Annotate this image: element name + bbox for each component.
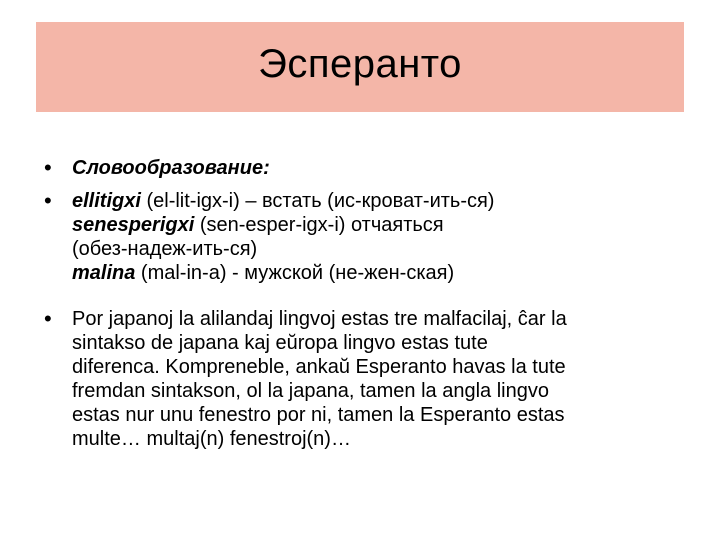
paragraph-line: diferenca. Kompreneble, ankaŭ Esperanto havas la tute	[72, 356, 566, 378]
paragraph-line: fremdan sintakson, ol la japana, tamen la angla lingvo	[72, 380, 549, 402]
bullet-marker: •	[44, 188, 52, 213]
bullet-examples	[44, 189, 684, 285]
example-gloss: (mal-in-a) - мужской (не-жен-ская)	[135, 262, 455, 284]
slide-body	[44, 156, 684, 451]
bullet-word-formation	[44, 156, 684, 180]
example-line-3	[72, 261, 684, 285]
slide-title: Эсперанто	[258, 41, 462, 86]
title-banner	[36, 22, 684, 112]
example-term: ellitigxi	[72, 190, 141, 212]
example-gloss: (el-lit-igx-i) – встать (ис-кроват-ить-ся)	[140, 190, 495, 212]
bullet-marker: •	[44, 155, 52, 180]
example-term: malina	[72, 262, 136, 284]
paragraph-line: Por japanoj la alilandaj lingvoj estas tre malfacilaj, ĉar la	[72, 308, 567, 330]
paragraph-line: multe… multaj(n) fenestroj(n)…	[72, 428, 351, 450]
example-line-2-cont: (обез-надеж-ить-ся)	[72, 238, 258, 260]
paragraph-line: estas nur unu fenestro por ni, tamen la Esperanto estas	[72, 404, 565, 426]
paragraph-line: sintakso de japana kaj eŭropa lingvo estas tute	[72, 332, 488, 354]
bullet-japanese-paragraph	[44, 307, 684, 451]
example-line-1	[72, 189, 684, 213]
example-term: senesperigxi	[72, 214, 195, 236]
word-formation-heading: Словообразование:	[72, 157, 270, 179]
bullet-marker: •	[44, 306, 52, 331]
example-gloss: (sen-esper-igx-i) отчаяться	[194, 214, 444, 236]
example-line-2	[72, 213, 684, 237]
